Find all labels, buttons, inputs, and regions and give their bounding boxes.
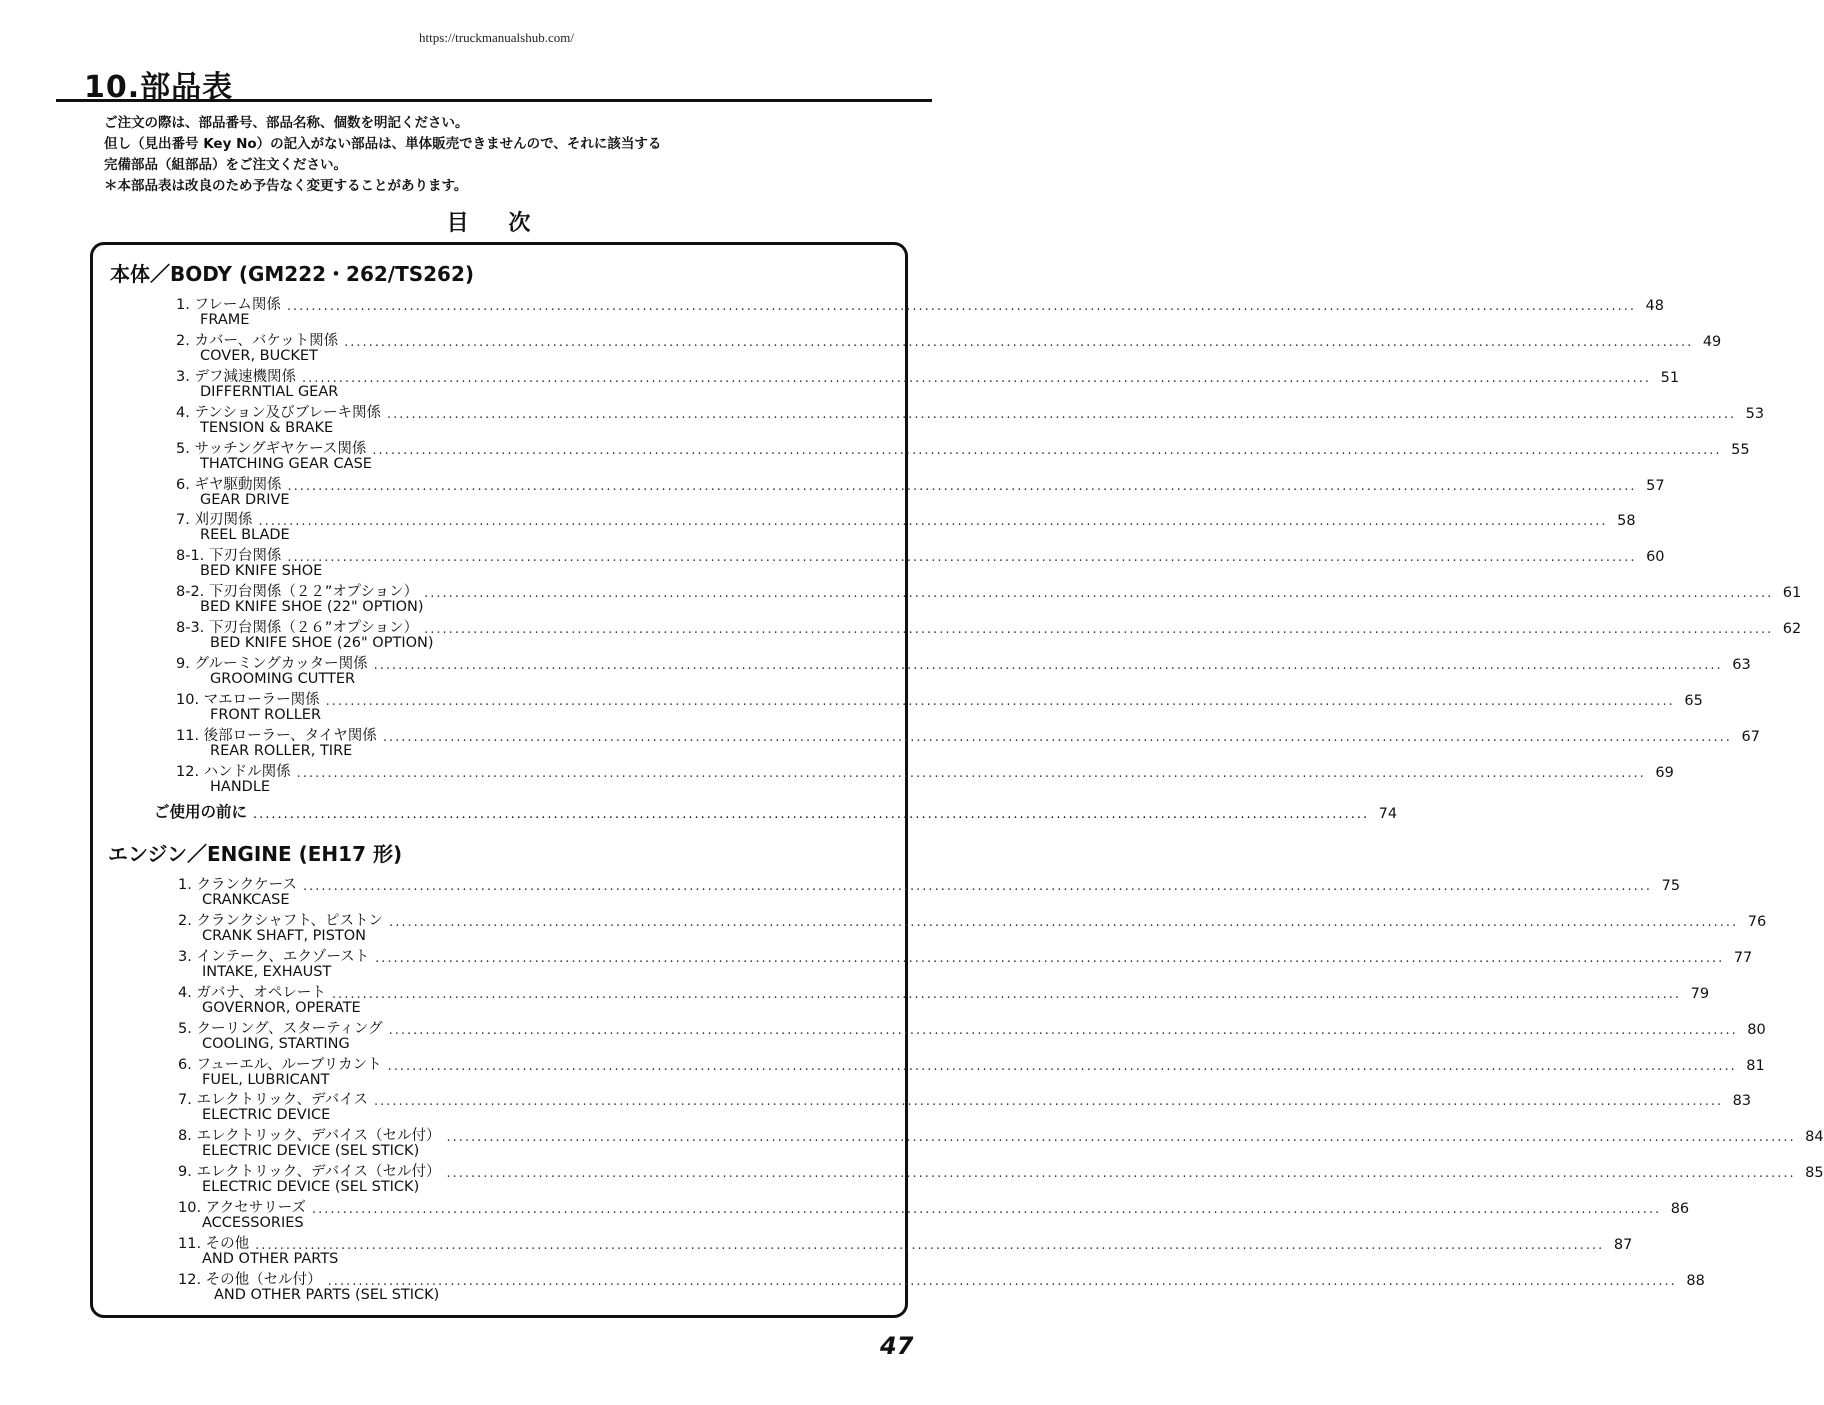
toc-entry[interactable]	[0, 912, 1767, 946]
dot-leader: ............................................................................................................................................................................................................................	[387, 1059, 1737, 1074]
dot-leader: ............................................................................................................................................................................................................................	[287, 550, 1637, 565]
toc-entry[interactable]	[0, 332, 1722, 366]
toc-entry-label: 1. クランクケース	[178, 877, 297, 893]
toc-entry-english: ACCESSORIES	[202, 1215, 304, 1231]
section-heading-body: 本体／BODY (GM222・262/TS262)	[110, 262, 475, 286]
toc-entry-page: 61	[1782, 585, 1802, 601]
toc-entry-row	[176, 763, 1674, 781]
dot-leader: ............................................................................................................................................................................................................................	[424, 586, 1774, 601]
toc-entry-label: 9. グルーミングカッター関係	[176, 656, 368, 672]
toc-entry[interactable]	[0, 1271, 1705, 1305]
dot-leader: ............................................................................................................................................................................................................................	[389, 915, 1739, 930]
toc-entry-label: 2. クランクシャフト、ピストン	[178, 913, 384, 929]
dot-leader: ............................................................................................................................................................................................................................	[287, 479, 1637, 494]
toc-entry-english: GROOMING CUTTER	[210, 671, 356, 687]
preface-page: 74	[1378, 806, 1398, 822]
toc-entry-english: INTAKE, EXHAUST	[202, 964, 332, 980]
toc-entry[interactable]	[0, 691, 1703, 725]
preface-label: ご使用の前に	[154, 803, 248, 821]
toc-entry-label: 12. ハンドル関係	[176, 764, 291, 780]
intro-line: 但し（見出番号 Key No）の記入がない部品は、単体販売できませんので、それに該当する	[104, 136, 662, 152]
toc-title: 目 次	[446, 211, 547, 236]
toc-entry[interactable]	[0, 296, 1664, 330]
toc-entry-page: 51	[1660, 370, 1680, 386]
toc-entry[interactable]	[0, 876, 1681, 910]
toc-entry-label: 5. サッチングギヤケース関係	[176, 441, 367, 457]
dot-leader: ............................................................................................................................................................................................................................	[331, 987, 1682, 1002]
toc-entry-page: 69	[1655, 765, 1674, 781]
dot-leader: ............................................................................................................................................................................................................................	[387, 407, 1737, 422]
section-heading-engine: エンジン／ENGINE (EH17 形)	[108, 842, 403, 866]
toc-entry-label: 9. エレクトリック、デバイス（セル付）	[178, 1164, 441, 1180]
toc-entry[interactable]	[0, 547, 1665, 581]
toc-entry-label: 10. マエローラー関係	[176, 692, 320, 708]
toc-entry-row	[176, 296, 1664, 314]
dot-leader: ............................................................................................................................................................................................................................	[373, 1094, 1724, 1109]
toc-entry[interactable]	[0, 440, 1750, 474]
toc-entry-english: GEAR DRIVE	[200, 492, 290, 508]
toc-entry[interactable]	[0, 476, 1665, 510]
dot-leader: ............................................................................................................................................................................................................................	[296, 766, 1646, 781]
toc-entry-english: HANDLE	[210, 779, 271, 795]
toc-entry-label: 4. ガバナ、オペレート	[178, 985, 326, 1001]
page-number: 47	[880, 1332, 914, 1360]
toc-entry[interactable]	[0, 619, 1802, 653]
toc-entry[interactable]	[0, 1235, 1633, 1269]
toc-entry-english: BED KNIFE SHOE (26" OPTION)	[210, 635, 434, 651]
toc-entry[interactable]	[0, 1199, 1690, 1233]
toc-entry[interactable]	[0, 1127, 1824, 1161]
dot-leader: ............................................................................................................................................................................................................................	[286, 299, 1636, 314]
toc-entry-english: TENSION & BRAKE	[200, 420, 334, 436]
dot-leader: ............................................................................................................................................................................................................................	[424, 622, 1774, 637]
toc-entry-english: FUEL, LUBRICANT	[202, 1072, 330, 1088]
toc-entry-label: 11. その他	[178, 1236, 250, 1252]
dot-leader: ............................................................................................................................................................................................................................	[255, 1238, 1605, 1253]
toc-entry-english: ELECTRIC DEVICE (SEL STICK)	[202, 1143, 420, 1159]
toc-entry-page: 62	[1782, 621, 1802, 637]
toc-entry-page: 60	[1646, 549, 1665, 565]
toc-entry-english: REEL BLADE	[200, 527, 290, 543]
toc-entry-label: 10. アクセサリーズ	[178, 1200, 307, 1216]
toc-entry-label: 12. その他（セル付）	[178, 1272, 322, 1288]
toc-entry-preface[interactable]	[154, 802, 1398, 822]
toc-entry-page: 79	[1690, 986, 1710, 1002]
toc-entry[interactable]	[0, 1020, 1766, 1054]
dot-leader: ............................................................................................................................................................................................................................	[258, 514, 1608, 529]
toc-entry-label: 8-1. 下刃台関係	[176, 548, 282, 564]
toc-entry-label: 4. テンション及びブレーキ関係	[176, 405, 381, 421]
toc-entry[interactable]	[0, 404, 1765, 438]
dot-leader: ............................................................................................................................................................................................................................	[446, 1166, 1796, 1181]
toc-entry-page: 65	[1684, 693, 1703, 709]
dot-leader: ............................................................................................................................................................................................................................	[373, 658, 1723, 673]
toc-entry-english: CRANKCASE	[202, 892, 290, 908]
toc-entry-label: 3. デフ減速機関係	[176, 369, 296, 385]
dot-leader: ............................................................................................................................................................................................................................	[301, 371, 1652, 386]
toc-entry-english: BED KNIFE SHOE (22" OPTION)	[200, 599, 424, 615]
toc-entry-page: 85	[1805, 1165, 1824, 1181]
toc-entry-english: AND OTHER PARTS (SEL STICK)	[214, 1287, 440, 1303]
toc-entry-label: 6. ギヤ駆動関係	[176, 477, 282, 493]
toc-entry-english: FRAME	[200, 312, 250, 328]
toc-entry-page: 58	[1617, 513, 1636, 529]
toc-entry[interactable]	[0, 1163, 1824, 1197]
toc-entry[interactable]	[0, 984, 1710, 1018]
dot-leader: ............................................................................................................................................................................................................................	[388, 1023, 1738, 1038]
toc-entry[interactable]	[0, 727, 1760, 761]
dot-leader: ............................................................................................................................................................................................................................	[327, 1274, 1677, 1289]
toc-entry-english: AND OTHER PARTS	[202, 1251, 339, 1267]
toc-entry-page: 63	[1732, 657, 1751, 673]
toc-entry-english: COOLING, STARTING	[202, 1036, 350, 1052]
dot-leader: ............................................................................................................................................................................................................................	[344, 335, 1694, 350]
dot-leader: ............................................................................................................................................................................................................................	[325, 694, 1675, 709]
toc-entry-page: 48	[1645, 298, 1664, 314]
toc-entry-page: 84	[1805, 1129, 1824, 1145]
toc-entry-page: 80	[1747, 1022, 1766, 1038]
toc-entry[interactable]	[0, 763, 1674, 797]
toc-entry-page: 57	[1646, 478, 1665, 494]
intro-line: 完備部品（組部品）をご注文ください。	[104, 157, 347, 173]
toc-entry[interactable]	[0, 368, 1680, 402]
toc-entry-label: 7. エレクトリック、デバイス	[178, 1092, 368, 1108]
intro-notes	[104, 113, 864, 197]
page-heading: 10.部品表	[84, 70, 234, 105]
toc-entry[interactable]	[0, 583, 1802, 617]
toc-entry[interactable]	[0, 511, 1636, 545]
toc-entry-page: 77	[1733, 950, 1753, 966]
intro-line: ＊本部品表は改良のため予告なく変更することがあります。	[104, 178, 468, 194]
dot-leader: ............................................................................................................................................................................................................................	[372, 443, 1722, 458]
toc-entry-label: 7. 刈刃関係	[176, 512, 253, 528]
toc-entry-label: 8. エレクトリック、デバイス（セル付）	[178, 1128, 441, 1144]
toc-entry-label: 6. フューエル、ルーブリカント	[178, 1057, 382, 1073]
toc-entry-english: BED KNIFE SHOE	[200, 563, 323, 579]
dot-leader: ............................................................................................................................................................................................................................	[302, 879, 1653, 894]
source-url: https://truckmanualshub.com/	[419, 30, 574, 45]
toc-entry-label: 8-3. 下刃台関係（２６”オプション）	[176, 620, 419, 636]
dot-leader: ............................................................................................................................................................................................................................	[382, 730, 1732, 745]
toc-entry-english: COVER, BUCKET	[200, 348, 318, 364]
toc-entry-english: GOVERNOR, OPERATE	[202, 1000, 361, 1016]
toc-entry-english: REAR ROLLER, TIRE	[210, 743, 353, 759]
toc-entry-english: CRANK SHAFT, PISTON	[202, 928, 367, 944]
toc-entry[interactable]	[0, 655, 1751, 689]
toc-entry-label: 5. クーリング、スターティング	[178, 1021, 383, 1037]
dot-leader: ............................................................................................................................................................................................................................	[375, 951, 1725, 966]
toc-entry-english: THATCHING GEAR CASE	[200, 456, 372, 472]
toc-entry-label: 2. カバー、バケット関係	[176, 333, 339, 349]
toc-entry-label: 8-2. 下刃台関係（２２”オプション）	[176, 584, 419, 600]
toc-entry-page: 75	[1661, 878, 1681, 894]
toc-entry-label: 11. 後部ローラー、タイヤ関係	[176, 728, 377, 744]
toc-entry-english: ELECTRIC DEVICE	[202, 1107, 331, 1123]
heading-rule	[56, 99, 932, 102]
toc-entry-english: FRONT ROLLER	[210, 707, 322, 723]
toc-entry-page: 81	[1746, 1058, 1765, 1074]
toc-entry-page: 55	[1731, 442, 1750, 458]
intro-line: ご注文の際は、部品番号、部品名称、個数を明記ください。	[104, 115, 469, 131]
toc-entry-page: 53	[1745, 406, 1765, 422]
toc-entry-english: DIFFERNTIAL GEAR	[200, 384, 339, 400]
toc-entry[interactable]	[0, 1056, 1765, 1090]
dot-leader: ............................................................................................................................................................................................................................	[446, 1130, 1796, 1145]
toc-entry-page: 67	[1741, 729, 1760, 745]
toc-entry-page: 83	[1732, 1093, 1752, 1109]
toc-entry-page: 88	[1686, 1273, 1705, 1289]
toc-entry-page: 86	[1670, 1201, 1690, 1217]
toc-entry-label: 3. インテーク、エクゾースト	[178, 949, 370, 965]
toc-entry-label: 1. フレーム関係	[176, 297, 281, 313]
dot-leader: ............................................................................................................................................................................................................................	[312, 1202, 1662, 1217]
toc-entry-page: 76	[1747, 914, 1767, 930]
toc-entry[interactable]	[0, 1091, 1752, 1125]
toc-entry-english: ELECTRIC DEVICE (SEL STICK)	[202, 1179, 420, 1195]
toc-entry[interactable]	[0, 948, 1753, 982]
toc-entry-page: 49	[1702, 334, 1722, 350]
dot-leader: ......................................................................................................................................................................................	[253, 807, 1370, 822]
toc-entry-page: 87	[1613, 1237, 1633, 1253]
